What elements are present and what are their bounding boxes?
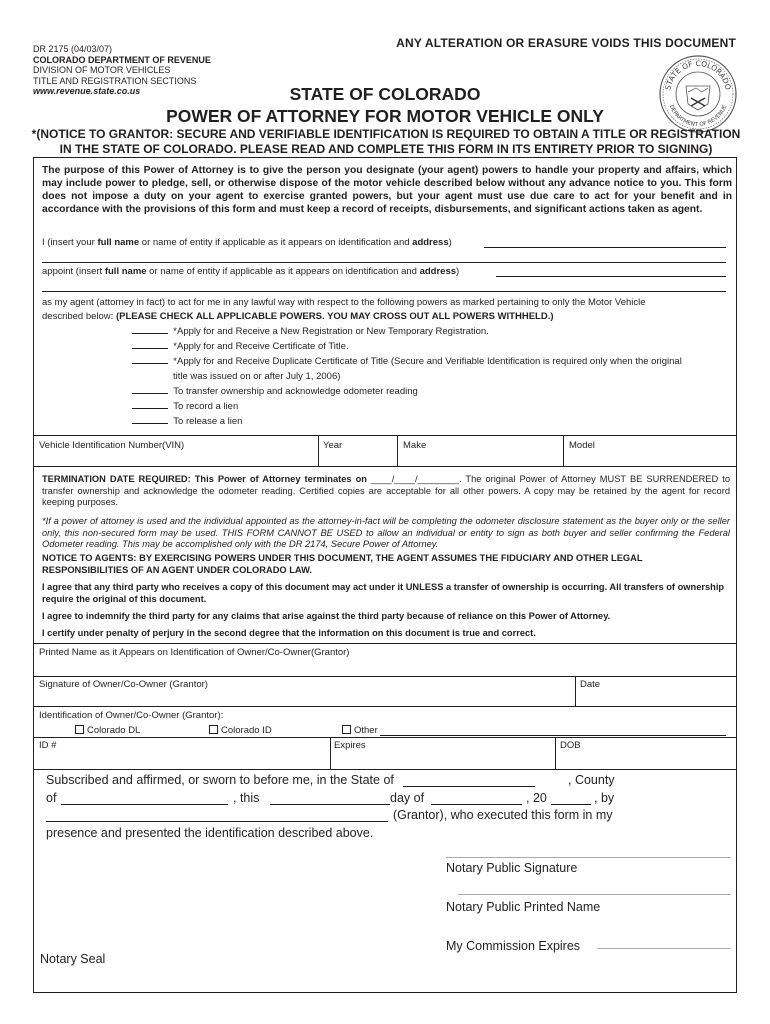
other-id-label: Other bbox=[354, 725, 378, 736]
notary-month-field[interactable] bbox=[431, 804, 522, 805]
colorado-id-checkbox[interactable] bbox=[209, 725, 218, 734]
notary-state-field[interactable] bbox=[403, 786, 535, 787]
power-label: *Apply for and Receive a New Registration or New Temporary Registration. bbox=[173, 326, 489, 337]
notice-to-agents: NOTICE TO AGENTS: BY EXERCISING POWERS UNDER THIS DOCUMENT, THE AGENT ASSUMES THE FIDUCIARY AND OTHER LEGAL RESPONSIBILITIES OF AN AGENT UNDER COLORADO LAW. bbox=[42, 553, 643, 575]
title-state: STATE OF COLORADO bbox=[289, 84, 481, 104]
model-field-label: Model bbox=[569, 440, 595, 451]
termination-text: . The original Power of Attorney MUST BE SURRENDERED to transfer ownership and acknowledge the odometer reading. Certified copies are acceptable for all other powers. A copy may be retained by the agent for record keeping purposes. bbox=[42, 474, 731, 507]
vehicle-row-top-border bbox=[33, 435, 737, 436]
owner-section-bottom-border bbox=[33, 769, 737, 770]
id-number-input[interactable] bbox=[36, 752, 326, 766]
identification-label: Identification of Owner/Co-Owner (Grantor): bbox=[39, 710, 224, 721]
indemnify-clause: I agree to indemnify the third party for any claims that arise against the third party because of reliance on this Power of Attorney. bbox=[42, 611, 611, 621]
signature-date-divider bbox=[575, 676, 576, 706]
power-label: To release a lien bbox=[173, 416, 243, 427]
colorado-id-label: Colorado ID bbox=[221, 725, 272, 736]
power-item-release-lien bbox=[132, 416, 732, 427]
grantor-label-address: address bbox=[412, 237, 449, 248]
grantor-notice-line1: *(NOTICE TO GRANTOR: SECURE AND VERIFIABLE IDENTIFICATION IS REQUIRED TO OBTAIN A TITLE OR REGISTRATION bbox=[31, 127, 741, 141]
notary-this-text: , this bbox=[233, 791, 260, 805]
grantor-notice bbox=[30, 127, 742, 157]
expires-label: Expires bbox=[334, 740, 366, 751]
notary-grantor-text: (Grantor), who executed this form in my bbox=[393, 808, 613, 822]
power-label: To transfer ownership and acknowledge odometer reading bbox=[173, 386, 418, 397]
notary-by-text: , by bbox=[594, 791, 615, 805]
grantor-label-suffix: ) bbox=[448, 237, 452, 248]
vin-field-label: Vehicle Identification Number(VIN) bbox=[39, 440, 185, 451]
owner-section-border bbox=[33, 737, 737, 738]
notary-county-field[interactable] bbox=[61, 804, 228, 805]
dob-input[interactable] bbox=[558, 752, 734, 766]
vin-input[interactable] bbox=[36, 452, 314, 464]
notary-signature-line[interactable] bbox=[446, 857, 731, 858]
other-id-checkbox[interactable] bbox=[342, 725, 351, 734]
notary-year-prefix: , 20 bbox=[526, 791, 547, 805]
power-checkbox-release-lien[interactable] bbox=[132, 423, 168, 424]
notary-printed-name-line[interactable] bbox=[458, 894, 731, 895]
power-label: To record a lien bbox=[173, 401, 239, 412]
third-party-clause: I agree that any third party who receives a copy of this document may act under it UNLESS a transfer of ownership is occurring. All transfers of ownership require the original of this document. bbox=[42, 582, 725, 604]
agent-label-prefix: appoint (insert bbox=[42, 266, 105, 277]
printed-name-input[interactable] bbox=[36, 660, 734, 674]
sections-name: TITLE AND REGISTRATION SECTIONS bbox=[33, 75, 197, 86]
agent-label bbox=[42, 266, 502, 277]
owner-section-border bbox=[33, 643, 737, 644]
id-number-label: ID # bbox=[39, 740, 57, 751]
purpose-statement: The purpose of this Power of Attorney is to give the person you designate (your agent) powers to handle your property and affairs, which may include power to pledge, sell, or otherwise dispose of the motor vehicle described below without any advance notice to you. This form does not impose a duty on your agent to exercise granted powers, but your agent must use due care to act for your benefit and in accordance with the provisions of this form and must keep a record of receipts, disbursements, and significant actions taken as agent. bbox=[42, 165, 732, 215]
colorado-id-option bbox=[209, 725, 272, 736]
termination-heading: TERMINATION DATE REQUIRED: This Power of Attorney terminates on bbox=[42, 474, 367, 484]
agent-name-field[interactable] bbox=[496, 276, 726, 277]
power-duplicate-title-continued: title was issued on or after July 1, 2006) bbox=[173, 371, 341, 382]
alteration-warning: ANY ALTERATION OR ERASURE VOIDS THIS DOCUMENT bbox=[396, 36, 736, 50]
colorado-dl-option bbox=[75, 725, 140, 736]
grantor-notice-line2: IN THE STATE OF COLORADO. PLEASE READ AND COMPLETE THIS FORM IN ITS ENTIRETY PRIOR TO SIGNING) bbox=[59, 142, 713, 156]
power-checkbox-record-lien[interactable] bbox=[132, 408, 168, 409]
commission-expires-field[interactable] bbox=[597, 948, 731, 949]
vehicle-divider bbox=[563, 435, 564, 466]
grantor-label bbox=[42, 237, 482, 248]
vehicle-divider bbox=[397, 435, 398, 466]
id-divider bbox=[555, 737, 556, 769]
grantor-label-fullname: full name bbox=[97, 237, 140, 248]
notary-dayof-text: day of bbox=[390, 791, 425, 805]
power-item-new-registration bbox=[132, 326, 732, 337]
signature-input[interactable] bbox=[36, 691, 571, 705]
website: www.revenue.state.co.us bbox=[33, 86, 141, 96]
model-input[interactable] bbox=[566, 452, 734, 464]
power-label: *Apply for and Receive Duplicate Certificate of Title (Secure and Verifiable Identification is required only when the original bbox=[173, 356, 682, 367]
grantor-address-field[interactable] bbox=[42, 262, 726, 263]
division-name: DIVISION OF MOTOR VEHICLES bbox=[33, 65, 171, 75]
make-input[interactable] bbox=[400, 452, 559, 464]
vehicle-divider bbox=[318, 435, 319, 466]
notary-of-text: of bbox=[46, 791, 57, 805]
notary-year-field[interactable] bbox=[551, 804, 591, 805]
year-input[interactable] bbox=[321, 452, 393, 464]
notary-printed-name-label: Notary Public Printed Name bbox=[446, 900, 601, 914]
power-label: *Apply for and Receive Certificate of Title. bbox=[173, 341, 349, 352]
other-id-option bbox=[342, 725, 378, 736]
power-checkbox-certificate-title[interactable] bbox=[132, 348, 168, 349]
colorado-dl-checkbox[interactable] bbox=[75, 725, 84, 734]
year-field-label: Year bbox=[323, 440, 343, 451]
other-id-field[interactable] bbox=[380, 735, 726, 736]
power-item-duplicate-title bbox=[132, 356, 732, 367]
vehicle-row-bottom-border bbox=[33, 466, 737, 467]
seal-text-top: STATE OF COLORADO bbox=[663, 58, 733, 91]
agent-label-address: address bbox=[419, 266, 457, 277]
powers-intro-instruction: (PLEASE CHECK ALL APPLICABLE POWERS. YOU MAY CROSS OUT ALL POWERS WITHHELD.) bbox=[115, 311, 554, 322]
commission-expires-label: My Commission Expires bbox=[446, 939, 581, 953]
grantor-name-field[interactable] bbox=[484, 247, 726, 248]
owner-section-border bbox=[33, 706, 737, 707]
power-checkbox-new-registration[interactable] bbox=[132, 333, 168, 334]
odometer-note: *If a power of attorney is used and the individual appointed as the attorney-in-fact will be completing the odometer disclosure statement as the buyer only or the seller only, this non-secured form may be used. THIS FORM CANNOT BE USED to allow an individual or entity to sign as both buyer and seller confirming the Federal Odometer reading. This may be accomplished only with the DR 2174, Secure Power of Attorney. bbox=[42, 516, 730, 549]
dob-label: DOB bbox=[560, 740, 581, 751]
seal-text-bottom: DEPARTMENT OF REVENUE bbox=[667, 104, 729, 129]
agent-address-field[interactable] bbox=[42, 291, 726, 292]
notary-grantor-field[interactable] bbox=[46, 821, 388, 822]
date-input[interactable] bbox=[578, 691, 734, 705]
grantor-label-prefix: I (insert your bbox=[42, 237, 98, 248]
power-item-record-lien bbox=[132, 401, 732, 412]
power-item-certificate-title bbox=[132, 341, 732, 352]
power-checkbox-duplicate-title[interactable] bbox=[132, 363, 168, 364]
id-divider bbox=[330, 737, 331, 769]
powers-intro-line1: as my agent (attorney in fact) to act for me in any lawful way with respect to the following powers as marked pertaining to only the Motor Vehicle bbox=[42, 297, 646, 308]
powers-intro-line2 bbox=[42, 311, 732, 322]
printed-name-label: Printed Name as it Appears on Identification of Owner/Co-Owner(Grantor) bbox=[39, 647, 350, 658]
agent-label-fullname: full name bbox=[104, 266, 147, 277]
signature-label: Signature of Owner/Co-Owner (Grantor) bbox=[39, 679, 208, 690]
owner-section-border bbox=[33, 676, 737, 677]
date-label: Date bbox=[580, 679, 601, 690]
termination-paragraph bbox=[42, 474, 730, 509]
notary-line1-text: Subscribed and affirmed, or sworn to before me, in the State of bbox=[46, 773, 394, 787]
power-checkbox-transfer-ownership[interactable] bbox=[132, 393, 168, 394]
notary-presence-text: presence and presented the identification described above. bbox=[46, 826, 374, 840]
make-field-label: Make bbox=[403, 440, 427, 451]
termination-date-field[interactable]: ____/____/________ bbox=[371, 474, 459, 484]
powers-intro-prefix: described below: bbox=[42, 311, 116, 322]
notary-signature-label: Notary Public Signature bbox=[446, 861, 578, 875]
certify-clause: I certify under penalty of perjury in the second degree that the information on this document is true and correct. bbox=[42, 628, 536, 638]
form-number: DR 2175 (04/03/07) bbox=[33, 44, 113, 54]
agent-label-mid: or name of entity if applicable as it appears on identification and bbox=[146, 266, 420, 277]
expires-input[interactable] bbox=[333, 752, 551, 766]
notary-seal-label: Notary Seal bbox=[40, 952, 106, 966]
notary-county-text: , County bbox=[568, 773, 615, 787]
power-item-transfer-ownership bbox=[132, 386, 732, 397]
page-title: POWER OF ATTORNEY FOR MOTOR VEHICLE ONLY bbox=[166, 106, 604, 126]
grantor-label-mid: or name of entity if applicable as it appears on identification and bbox=[139, 237, 413, 248]
colorado-dl-label: Colorado DL bbox=[87, 725, 141, 736]
agent-label-suffix: ) bbox=[456, 266, 460, 277]
department-name: COLORADO DEPARTMENT OF REVENUE bbox=[33, 54, 211, 65]
notary-day-field[interactable] bbox=[270, 804, 390, 805]
